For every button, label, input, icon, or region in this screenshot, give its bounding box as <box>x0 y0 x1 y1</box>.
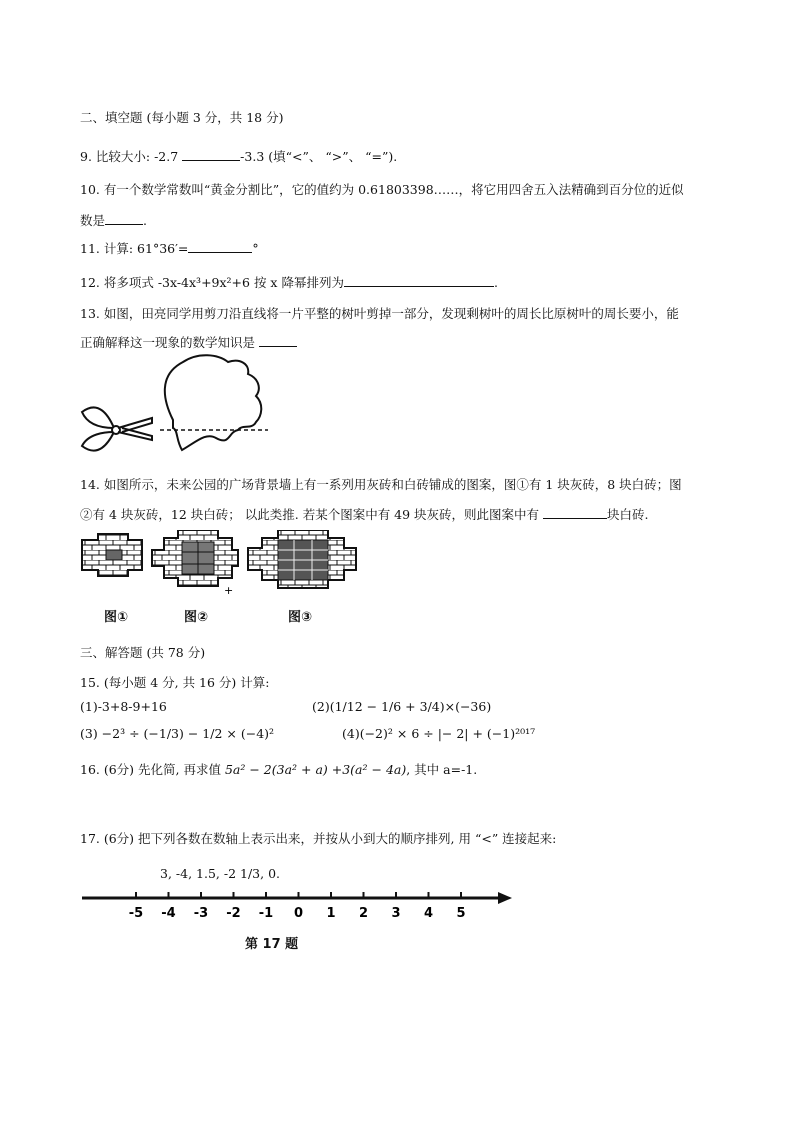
figure-caption-3: 图③ <box>288 610 313 625</box>
number-line-label: 2 <box>358 906 369 921</box>
question-9-text-b: -3.3 (填“<”、 “>”、 “=”). <box>240 149 398 164</box>
number-line-label: 0 <box>293 906 304 921</box>
section-2-title: 二、填空题 (每小题 3 分，共 18 分) <box>80 110 284 125</box>
number-line-label: -2 <box>226 906 241 921</box>
question-10-line-1: 10. 有一个数学常数叫“黄金分割比”，它的值约为 0.61803398……，将它用四舍五入法精确到百分位的近似 <box>80 182 684 197</box>
answer-blank-11[interactable] <box>188 240 252 253</box>
number-line-arrow <box>498 892 512 904</box>
question-13-line-2 <box>80 334 297 351</box>
number-line-label: -5 <box>128 906 144 921</box>
number-line-label: 3 <box>391 906 401 921</box>
question-9 <box>80 148 397 165</box>
question-15-part-2: (2)(1/12 − 1/6 + 3/4)×(−36) <box>312 699 492 714</box>
answer-blank-9[interactable] <box>182 148 240 161</box>
question-17-caption: 第 17 题 <box>245 937 299 952</box>
question-17-title: 17. (6分) 把下列各数在数轴上表示出来，并按从小到大的顺序排列, 用 “<” 连接起来: <box>80 831 557 846</box>
scissors-icon <box>82 407 152 450</box>
answer-blank-10[interactable] <box>105 212 143 225</box>
question-12-text-b: . <box>493 275 498 290</box>
question-10-line-2 <box>80 212 147 229</box>
answer-blank-13[interactable] <box>259 334 297 347</box>
question-13-text: 正确解释这一现象的数学知识是 <box>80 335 259 350</box>
question-11 <box>80 240 259 257</box>
question-12-text-a: 12. 将多项式 -3x-4x³+9x²+6 按 x 降幂排列为 <box>80 275 344 290</box>
brick-pattern-1 <box>82 534 142 576</box>
number-line-label: -3 <box>193 906 209 921</box>
answer-blank-12[interactable] <box>344 274 494 287</box>
question-15-part-4: (4)(−2)² × 6 ÷ |− 2| + (−1)²⁰¹⁷ <box>342 726 536 741</box>
answer-blank-14[interactable] <box>543 506 607 519</box>
question-16-text-a: 16. (6分) 先化简, 再求值 <box>80 762 225 777</box>
question-10-text-a: 数是 <box>80 213 106 228</box>
question-15-part-3: (3) −2³ ÷ (−1/3) − 1/2 × (−4)² <box>80 726 275 741</box>
question-16-expression: 5a² − 2(3a² + a) +3(a² − 4a) <box>224 762 407 777</box>
question-15-part-1: (1)-3+8-9+16 <box>80 699 167 714</box>
question-15-title: 15. (每小题 4 分, 共 16 分) 计算: <box>80 675 270 690</box>
question-10-text-b: . <box>143 213 147 228</box>
question-13-line-1: 13. 如图，田亮同学用剪刀沿直线将一片平整的树叶剪掉一部分，发现剩树叶的周长比原树叶的周长要小，能 <box>80 306 679 321</box>
number-line-label: 5 <box>456 906 466 921</box>
brick-pattern-2 <box>152 530 238 586</box>
brick-pattern-3 <box>248 530 356 588</box>
brick-patterns-figure <box>78 530 368 608</box>
number-line-label: -4 <box>161 906 176 921</box>
question-14-line-2 <box>80 506 649 523</box>
plus-mark: + <box>224 584 234 597</box>
number-line-label: 1 <box>326 906 336 921</box>
number-line-label: 4 <box>423 906 434 921</box>
figure-caption-2: 图② <box>184 610 209 625</box>
question-14-line-1: 14. 如图所示，未来公园的广场背景墙上有一系列用灰砖和白砖铺成的图案，图①有 1 块灰砖，8 块白砖；图 <box>80 477 682 492</box>
leaf-icon <box>165 355 261 450</box>
question-16-text-b: , 其中 a=-1. <box>406 762 478 777</box>
question-17-numbers: 3, -4, 1.5, -2 1/3, 0. <box>160 866 280 881</box>
question-12 <box>80 274 498 291</box>
section-3-title: 三、解答题 (共 78 分) <box>80 645 206 660</box>
question-11-text-a: 11. 计算: 61°36′= <box>80 241 189 256</box>
number-line <box>80 884 520 924</box>
question-11-text-b: ° <box>252 241 259 256</box>
number-line-label: -1 <box>258 906 274 921</box>
figure-caption-1: 图① <box>104 610 129 625</box>
question-9-text-a: 9. 比较大小: -2.7 <box>80 149 183 164</box>
leaf-scissors-figure <box>78 350 278 458</box>
question-16 <box>80 762 477 778</box>
question-14-text-a: ②有 4 块灰砖，12 块白砖； 以此类推. 若某个图案中有 49 块灰砖，则此图案中有 <box>80 507 544 522</box>
question-14-text-b: 块白砖. <box>607 507 649 522</box>
